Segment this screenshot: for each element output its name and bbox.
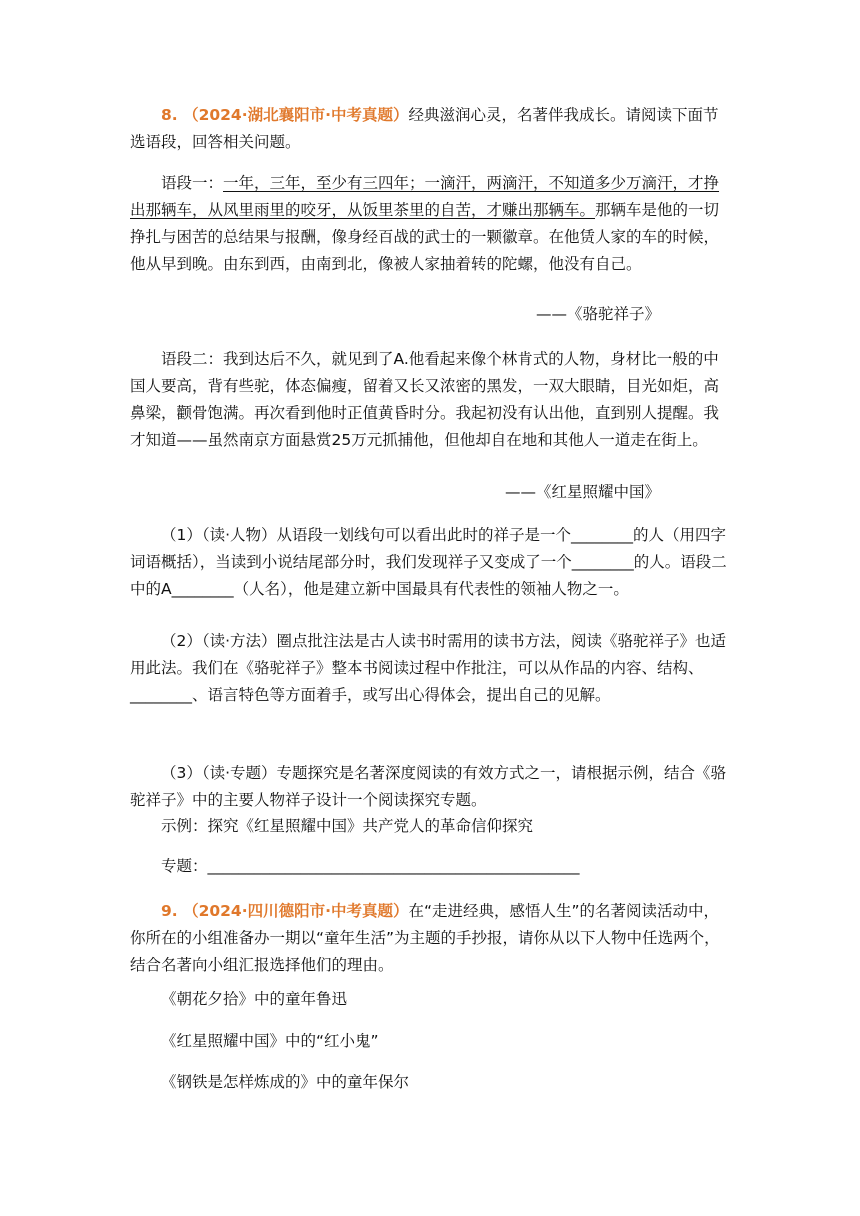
question-8-heading: 8. （2024·湖北襄阳市·中考真题） <box>161 106 409 124</box>
question-8-intro <box>130 102 728 156</box>
passage-one-body: 那辆车是他的一切挣扎与困苦的总结果与报酬，像身经百战的武士的一颗徽章。在他赁人家的车的时候，他从早到晚。由东到西，由南到北，像被人家抽着转的陀螺，他没有自己。 <box>130 201 720 273</box>
question-9-prompt: 在“走进经典，感悟人生”的名著阅读活动中，你所在的小组准备办一期以“童年生活”为主题的手抄报，请你从以下人物中任选两个，结合名著向小组汇报选择他们的理由。 <box>130 902 720 974</box>
question-9-intro <box>130 898 728 979</box>
topic-answer-line: 专题：________________________________________________ <box>161 857 580 875</box>
question-8-prompt: 经典滋润心灵，名著伴我成长。请阅读下面节选语段，回答相关问题。 <box>130 106 719 151</box>
question-9-heading: 9. （2024·四川德阳市·中考真题） <box>161 902 409 920</box>
option-list-item: 《钢铁是怎样炼成的》中的童年保尔 <box>161 1073 410 1091</box>
passage-one-underlined-sentence: 一年，三年，至少有三四年；一滴汗，两滴汗，不知道多少万滴汗，才挣出那辆车，从风里雨里的咬牙，从饭里茶里的自苦，才赚出那辆车。 <box>130 174 720 219</box>
option-list-item: 《朝花夕拾》中的童年鲁迅 <box>161 990 348 1008</box>
passage-one <box>130 170 728 278</box>
example-line: 示例：探究《红星照耀中国》共产党人的革命信仰探究 <box>161 817 534 835</box>
sub-question-3: （3）（读·专题）专题探究是名著深度阅读的有效方式之一，请根据示例，结合《骆驼祥子》中的主要人物祥子设计一个阅读探究专题。 <box>130 764 727 809</box>
option-list-item: 《红星照耀中国》中的“红小鬼” <box>161 1032 379 1050</box>
passage-one-label: 语段一： <box>161 174 224 192</box>
sub-question-1: （1）（读·人物）从语段一划线句可以看出此时的祥子是一个________的人（用四字词语概括），当读到小说结尾部分时，我们发现祥子又变成了一个________的人。语段二中的A________（人名），他是建立新中国最具有代表性的领袖人物之一。 <box>130 526 727 598</box>
passage-two: 语段二：我到达后不久，就见到了A.他看起来像个林肯式的人物，身材比一般的中国人要高，背有些驼，体态偏瘦，留着又长又浓密的黑发，一双大眼睛，目光如炬，高鼻梁，颧骨饱满。再次看到他时正值黄昏时分。我起初没有认出他，直到别人提醒。我才知道——虽然南京方面悬赏25万元抓捕他，但他却自在地和其他人一道走在街上。 <box>130 350 720 449</box>
sub-question-2: （2）（读·方法）圈点批注法是古人读书时需用的读书方法，阅读《骆驼祥子》也适用此法。我们在《骆驼祥子》整本书阅读过程中作批注，可以从作品的内容、结构、________、语言特色等方面着手，或写出心得体会，提出自己的见解。 <box>130 632 727 704</box>
passage-two-source: ——《红星照耀中国》 <box>504 483 660 501</box>
passage-one-source: ——《骆驼祥子》 <box>535 305 660 323</box>
